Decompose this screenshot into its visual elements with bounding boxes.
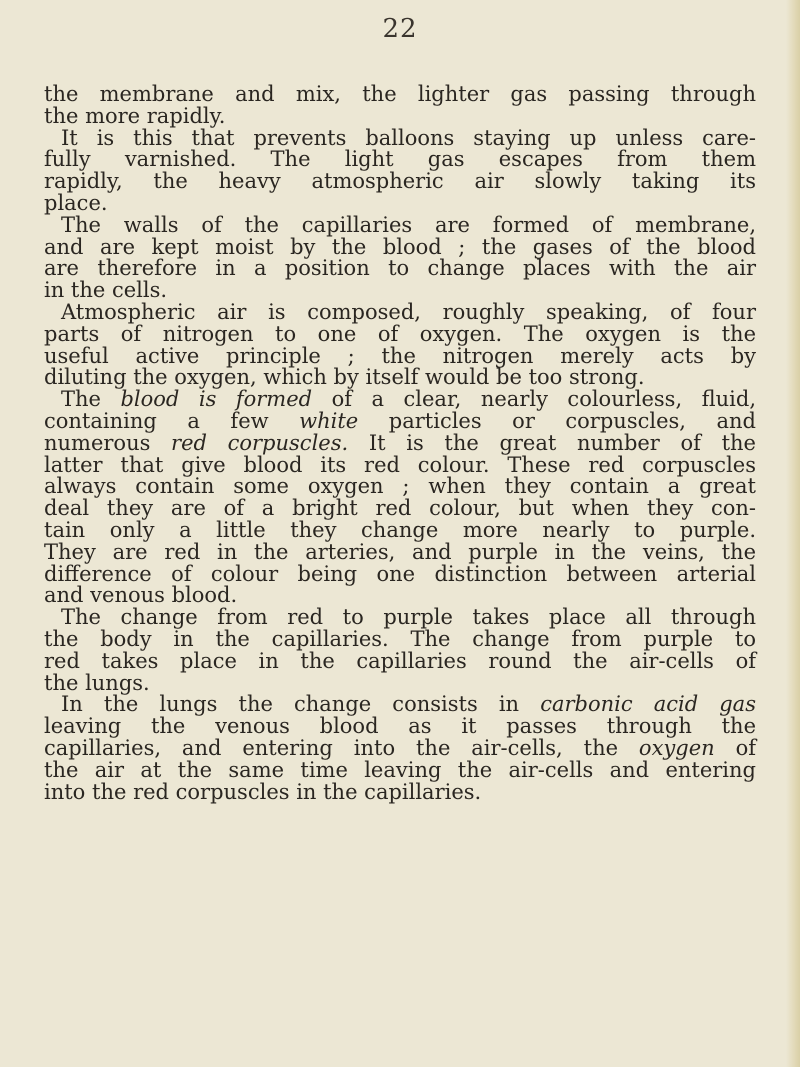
text-line: leaving the venous blood as it passes through the	[44, 714, 756, 739]
text-run: particles or corpuscles, and	[358, 408, 756, 433]
text-line: the more rapidly.	[44, 103, 226, 128]
text-line: latter that give blood its red colour. These red corpuscles	[44, 452, 756, 477]
text-line: Atmospheric air is composed, roughly speaking, of four	[61, 299, 756, 324]
text-run: The	[61, 387, 121, 412]
text-line: parts of nitrogen to one of oxygen. The oxygen is the	[44, 321, 756, 346]
italic-run: oxygen	[638, 735, 715, 760]
text-line: and are kept moist by the blood ; the gases of the blood	[44, 234, 756, 259]
text-run: In the lungs the change consists in	[61, 692, 541, 717]
text-line: difference of colour being one distinction between arterial	[44, 561, 756, 586]
text-run: numerous	[44, 430, 172, 455]
text-line: It is this that prevents balloons staying up unless care-	[61, 125, 756, 150]
text-line	[44, 430, 756, 455]
text-line: the air at the same time leaving the air-cells and entering	[44, 757, 756, 782]
page-number: 22	[382, 14, 418, 44]
text-run: capillaries, and entering into the air-cells, the	[44, 735, 639, 760]
text-line	[44, 389, 756, 411]
text-line: diluting the oxygen, which by itself would be too strong.	[44, 365, 645, 390]
text-line: They are red in the arteries, and purple in the veins, the	[44, 539, 756, 564]
text-line: the membrane and mix, the lighter gas passing through	[44, 82, 756, 106]
italic-run: carbonic acid gas	[540, 692, 756, 717]
text-line: useful active principle ; the nitrogen merely acts by	[44, 343, 756, 368]
text-line: and venous blood.	[44, 583, 238, 608]
italic-run: white	[299, 408, 359, 433]
text-line	[44, 408, 756, 433]
text-line: the lungs.	[44, 670, 150, 695]
text-line: are therefore in a position to change places with the air	[44, 256, 756, 281]
text-run: of a clear, nearly colourless, fluid,	[312, 387, 756, 412]
body-text	[44, 84, 756, 803]
text-line: tain only a little they change more nearly to purple.	[44, 517, 756, 542]
text-line: in the cells.	[44, 278, 168, 303]
text-line: red takes place in the capillaries round the air-cells of	[44, 648, 756, 673]
italic-run: red corpuscles.	[171, 430, 349, 455]
text-line: the body in the capillaries. The change from purple to	[44, 626, 756, 651]
text-run: It is the great number of the	[348, 430, 756, 455]
text-line: place.	[44, 190, 108, 215]
text-line: into the red corpuscles in the capillaries.	[44, 779, 482, 804]
text-line	[44, 735, 756, 760]
italic-run: blood is formed	[120, 387, 313, 412]
text-line: rapidly, the heavy atmospheric air slowly taking its	[44, 169, 756, 194]
text-line	[44, 694, 756, 716]
text-run: of	[714, 735, 756, 760]
text-line: The change from red to purple takes place all through	[61, 605, 756, 630]
text-line: fully varnished. The light gas escapes from them	[44, 147, 756, 172]
text-line: deal they are of a bright red colour, but when they con-	[44, 496, 756, 521]
text-line: The walls of the capillaries are formed of membrane,	[61, 212, 756, 237]
page-edge-shadow	[786, 0, 800, 1067]
text-line: always contain some oxygen ; when they contain a great	[44, 474, 756, 499]
text-run: containing a few	[44, 408, 300, 433]
